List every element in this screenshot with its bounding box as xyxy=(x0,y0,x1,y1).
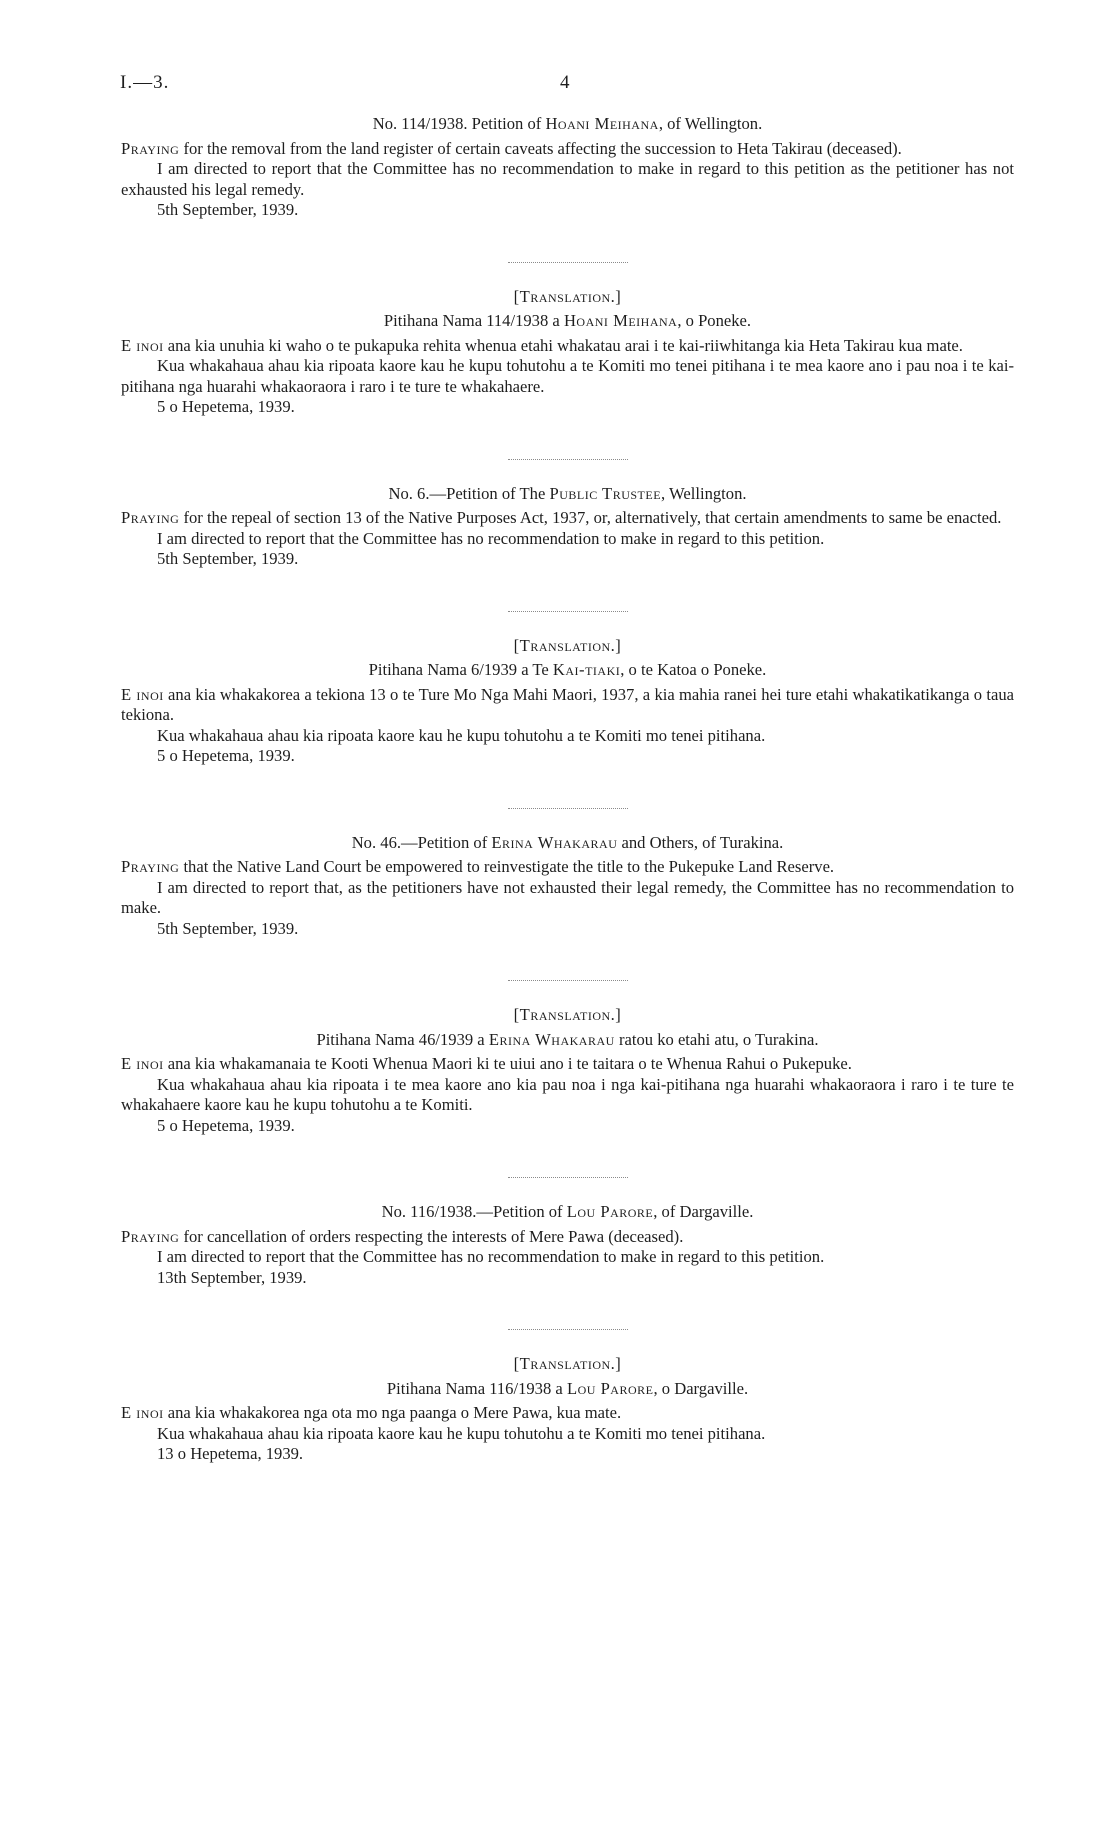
report-date: 5th September, 1939. xyxy=(157,918,299,938)
petitioner-name: Lou Parore xyxy=(566,1202,654,1221)
petition-prayer: Praying that the Native Land Court be empowered to reinvestigate the title to the Pukepuke Land Reserve. xyxy=(121,857,835,876)
petition-prayer: E inoi ana kia unuhia ki waho o te pukapuka rehita whenua etahi whakatau arai i te kai-riiwhitanga kia Heta Takirau kua mate. xyxy=(121,335,963,355)
translation-section xyxy=(121,636,1014,767)
petition-section xyxy=(121,833,1014,940)
petitioner-name: Erina Whakarau xyxy=(488,1029,615,1049)
petitioner-name: Hoani Meihana xyxy=(563,311,678,330)
petitioner-name: Public Trustee xyxy=(549,483,662,503)
petition-section xyxy=(121,1202,1014,1288)
committee-report: Kua whakahaua ahau kia ripoata kaore kau he kupu tohutohu a te Komiti mo tenei pitihana. xyxy=(157,1423,766,1443)
petition-title: No. 114/1938. Petition of Hoani Meihana, of Wellington. xyxy=(372,114,763,133)
committee-report: I am directed to report that the Committee has no recommendation to make in regard to this petition. xyxy=(157,1247,825,1266)
committee-report: Kua whakahaua ahau kia ripoata kaore kau he kupu tohutohu a te Komiti mo tenei pitihana i te mea kaore ano i pau noa i te kai-pitihana nga huarahi whakaoraora i raro i te ture te whakahaere. xyxy=(121,356,1014,396)
petition-title: Pitihana Nama 114/1938 a Hoani Meihana, o Poneke. xyxy=(383,311,752,330)
petition-prayer: Praying for the repeal of section 13 of the Native Purposes Act, 1937, or, alternatively, that certain amendments to same be enacted. xyxy=(121,508,1002,527)
translation-heading: [Translation.] xyxy=(513,286,622,306)
petition-section xyxy=(121,114,1014,221)
petition-prayer: Praying for cancellation of orders respecting the interests of Mere Pawa (deceased). xyxy=(121,1226,684,1246)
petition-section xyxy=(121,484,1014,570)
petition-title: Pitihana Nama 116/1938 a Lou Parore, o Dargaville. xyxy=(386,1378,749,1398)
translation-section xyxy=(121,1354,1014,1465)
petition-prayer: Praying for the removal from the land register of certain caveats affecting the succession to Heta Takirau (deceased). xyxy=(121,138,902,158)
translation-heading: [Translation.] xyxy=(513,1005,622,1024)
translation-heading: [Translation.] xyxy=(513,1354,622,1373)
committee-report: Kua whakahaua ahau kia ripoata kaore kau he kupu tohutohu a te Komiti mo tenei pitihana. xyxy=(157,725,766,745)
petition-prayer: E inoi ana kia whakamanaia te Kooti Whenua Maori ki te uiui ano i te taitara o te Whenua Rahui o Pukepuke. xyxy=(121,1054,852,1073)
report-date: 5 o Hepetema, 1939. xyxy=(157,746,295,765)
report-date: 5 o Hepetema, 1939. xyxy=(157,1115,295,1135)
petition-title: Pitihana Nama 46/1939 a Erina Whakarau ratou ko etahi atu, o Turakina. xyxy=(316,1029,819,1049)
committee-report: Kua whakahaua ahau kia ripoata i te mea kaore ano kia pau noa i nga kai-pitihana nga huarahi whakaoraora i raro i te ture te whakahaere kaore kau he kupu tohutohu a te Komiti. xyxy=(121,1074,1014,1114)
translation-section xyxy=(121,1005,1014,1136)
paper-reference: I.—3. xyxy=(120,72,170,93)
translation-section xyxy=(121,287,1014,418)
translation-heading: [Translation.] xyxy=(513,635,622,655)
petition-title: No. 46.—Petition of Erina Whakarau and Others, of Turakina. xyxy=(351,832,784,852)
committee-report: I am directed to report that the Committee has no recommendation to make in regard to this petition. xyxy=(157,528,825,548)
petitioner-name: Hoani Meihana xyxy=(545,114,659,133)
document-body xyxy=(121,114,1014,1465)
report-date: 5th September, 1939. xyxy=(157,200,299,219)
petition-title: No. 6.—Petition of The Public Trustee, Wellington. xyxy=(388,483,747,503)
page-number: 4 xyxy=(560,72,570,93)
report-date: 5th September, 1939. xyxy=(157,549,299,568)
report-date: 13th September, 1939. xyxy=(157,1267,307,1287)
report-date: 5 o Hepetema, 1939. xyxy=(157,397,295,416)
petitioner-name: Kai-tiaki xyxy=(552,660,621,679)
petition-prayer: E inoi ana kia whakakorea a tekiona 13 o te Ture Mo Nga Mahi Maori, 1937, a kia mahia ranei hei ture etahi whakatikatikanga o taua tekiona. xyxy=(121,684,1015,724)
petitioner-name: Lou Parore xyxy=(566,1378,654,1398)
petition-title: No. 116/1938.—Petition of Lou Parore, of Dargaville. xyxy=(381,1202,754,1221)
report-date: 13 o Hepetema, 1939. xyxy=(157,1444,304,1463)
committee-report: I am directed to report that, as the petitioners have not exhausted their legal remedy, the Committee has no recommendation to make. xyxy=(121,877,1014,917)
petitioner-name: Erina Whakarau xyxy=(491,832,618,852)
petition-prayer: E inoi ana kia whakakorea nga ota mo nga paanga o Mere Pawa, kua mate. xyxy=(121,1403,622,1422)
petition-title: Pitihana Nama 6/1939 a Te Kai-tiaki, o te Katoa o Poneke. xyxy=(368,660,767,679)
committee-report: I am directed to report that the Committee has no recommendation to make in regard to this petition as the petitioner has not exhausted his legal remedy. xyxy=(121,159,1014,199)
